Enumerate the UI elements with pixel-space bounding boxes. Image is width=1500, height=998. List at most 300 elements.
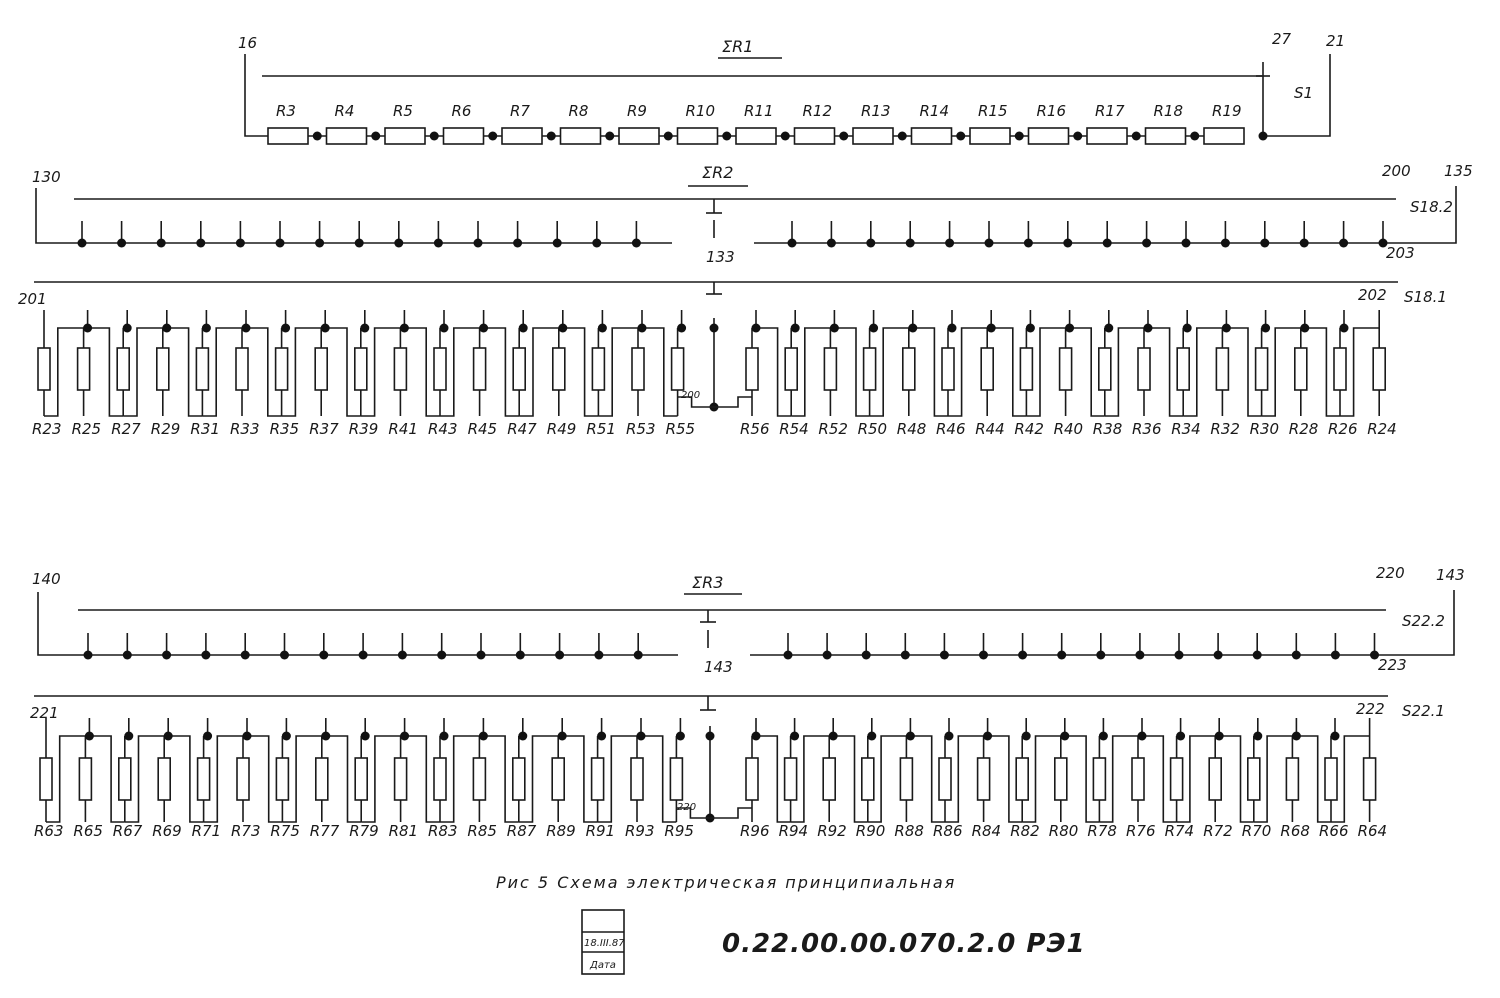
- resistor-body: [785, 758, 797, 800]
- node-220-top-label: 220: [1376, 564, 1405, 582]
- tap-dot: [1260, 239, 1269, 248]
- resistor-label: R4: [334, 102, 355, 120]
- tap-dot: [519, 324, 528, 333]
- resistor-body: [1364, 758, 1376, 800]
- tap-dot: [117, 239, 126, 248]
- resistor-label: R52: [818, 420, 848, 438]
- resistor-label: R11: [744, 102, 774, 120]
- tap-dot: [598, 324, 607, 333]
- node-27-label: 27: [1272, 30, 1292, 48]
- resistor-body: [1216, 348, 1228, 390]
- tap-dot: [400, 324, 409, 333]
- resistor-body: [1286, 758, 1298, 800]
- tap-dot: [867, 732, 876, 741]
- resistor-body: [903, 348, 915, 390]
- resistor-body: [862, 758, 874, 800]
- tap-dot: [987, 324, 996, 333]
- tap-dot: [398, 651, 407, 660]
- switch-s22-1-label: S22.1: [1402, 702, 1445, 720]
- tap-dot: [479, 732, 488, 741]
- resistor-body: [236, 348, 248, 390]
- resistor-label: R17: [1095, 102, 1125, 120]
- resistor-label: R6: [451, 102, 472, 120]
- resistor-body: [978, 758, 990, 800]
- resistor-label: R51: [586, 420, 616, 438]
- resistor-label: R19: [1212, 102, 1242, 120]
- sum-r1-label: ΣR1: [722, 37, 754, 56]
- tap-dot: [1379, 239, 1388, 248]
- node-202-label: 202: [1358, 286, 1387, 304]
- resistor-body: [394, 348, 406, 390]
- resistor-label: R80: [1048, 822, 1079, 840]
- tap-dot: [1063, 239, 1072, 248]
- tap-dot: [752, 324, 761, 333]
- tap-dot: [321, 732, 330, 741]
- tap-dot: [791, 324, 800, 333]
- resistor-label: R14: [919, 102, 950, 120]
- resistor-label: R71: [191, 822, 222, 840]
- resistor-body: [1325, 758, 1337, 800]
- resistor-label: R90: [855, 822, 886, 840]
- tap-dot: [1221, 239, 1230, 248]
- tap-dot: [829, 732, 838, 741]
- tap-dot: [474, 239, 483, 248]
- resistor-body: [1373, 348, 1385, 390]
- tap-dot: [790, 732, 799, 741]
- resistor-body: [1177, 348, 1189, 390]
- resistor-label: R94: [778, 822, 809, 840]
- tap-dot: [1144, 324, 1153, 333]
- resistor-body: [631, 758, 643, 800]
- tap-dot: [1022, 732, 1031, 741]
- resistor-body: [1020, 348, 1032, 390]
- tap-dot: [677, 324, 686, 333]
- junction-dot: [1259, 132, 1268, 141]
- tap-dot: [84, 651, 93, 660]
- tap-dot: [1024, 239, 1033, 248]
- tap-dot: [1370, 651, 1379, 660]
- tap-dot: [164, 732, 173, 741]
- resistor-label: R77: [309, 822, 340, 840]
- tap-dot: [1057, 651, 1066, 660]
- resistor-body: [561, 128, 601, 144]
- tap-dot: [1138, 732, 1147, 741]
- resistor-label: R54: [779, 420, 809, 438]
- tap-dot: [555, 651, 564, 660]
- resistor-body: [1295, 348, 1307, 390]
- resistor-label: R95: [664, 822, 694, 840]
- tap-dot: [830, 324, 839, 333]
- resistor-label: R74: [1164, 822, 1195, 840]
- junction-dot: [1073, 132, 1082, 141]
- resistor-body: [912, 128, 952, 144]
- tap-dot: [400, 732, 409, 741]
- resistor-body: [119, 758, 131, 800]
- resistor-label: R89: [546, 822, 576, 840]
- resistor-body: [1029, 128, 1069, 144]
- tap-dot: [1135, 651, 1144, 660]
- resistor-body: [444, 128, 484, 144]
- resistor-label: R18: [1153, 102, 1184, 120]
- tap-dot: [1331, 651, 1340, 660]
- tap-dot: [592, 239, 601, 248]
- resistor-label: R88: [894, 822, 924, 840]
- resistor-body: [736, 128, 776, 144]
- resistor-label: R40: [1053, 420, 1084, 438]
- resistor-body: [385, 128, 425, 144]
- tap-dot: [321, 324, 330, 333]
- s22-1-resistor-labels: [34, 822, 1387, 840]
- tap-dot: [162, 651, 171, 660]
- block-sum-r3: [30, 564, 1465, 840]
- sum-r1-resistor-chain: [268, 102, 1268, 144]
- tap-dot: [281, 324, 290, 333]
- tap-dot: [1183, 324, 1192, 333]
- resistor-body: [746, 348, 758, 390]
- resistor-body: [1146, 128, 1186, 144]
- center-dot: [710, 324, 719, 333]
- tap-dot: [123, 324, 132, 333]
- resistor-label: R73: [231, 822, 261, 840]
- resistor-label: R10: [685, 102, 716, 120]
- resistor-label: R46: [936, 420, 966, 438]
- resistor-label: R84: [971, 822, 1002, 840]
- tap-dot: [315, 239, 324, 248]
- resistor-body: [1248, 758, 1260, 800]
- resistor-label: R26: [1328, 420, 1358, 438]
- resistor-body: [1138, 348, 1150, 390]
- resistor-body: [553, 348, 565, 390]
- center-dot: [706, 732, 715, 741]
- resistor-label: R29: [150, 420, 181, 438]
- junction-dot: [839, 132, 848, 141]
- tap-dot: [276, 239, 285, 248]
- resistor-body: [502, 128, 542, 144]
- tap-dot: [202, 324, 211, 333]
- node-223-label: 223: [1378, 656, 1407, 674]
- resistor-body: [513, 758, 525, 800]
- resistor-body: [40, 758, 52, 800]
- resistor-body: [864, 348, 876, 390]
- tap-dot: [901, 651, 910, 660]
- tap-dot: [1215, 732, 1224, 741]
- tap-dot: [1065, 324, 1074, 333]
- tap-dot: [906, 239, 915, 248]
- tap-dot: [1340, 324, 1349, 333]
- resistor-label: R28: [1288, 420, 1319, 438]
- junction-dot: [664, 132, 673, 141]
- tap-dot: [518, 732, 527, 741]
- resistor-label: R30: [1249, 420, 1280, 438]
- tap-dot: [940, 651, 949, 660]
- switch-s18-1-label: S18.1: [1404, 288, 1447, 306]
- tap-dot: [1331, 732, 1340, 741]
- tap-dot: [908, 324, 917, 333]
- tap-dot: [869, 324, 878, 333]
- tap-dot: [948, 324, 957, 333]
- resistor-body: [1132, 758, 1144, 800]
- tap-dot: [1300, 324, 1309, 333]
- resistor-label: R7: [510, 102, 530, 120]
- tap-dot: [1339, 239, 1348, 248]
- tap-dot: [985, 239, 994, 248]
- resistor-body: [196, 348, 208, 390]
- sum-r3-label: ΣR3: [692, 573, 724, 592]
- resistor-body: [268, 128, 308, 144]
- tap-dot: [242, 324, 251, 333]
- tap-dot: [123, 651, 132, 660]
- junction-dot: [313, 132, 322, 141]
- resistor-body: [672, 348, 684, 390]
- stamp-date-label: Дата: [590, 960, 616, 971]
- tap-dot: [319, 651, 328, 660]
- resistor-label: R25: [71, 420, 102, 438]
- resistor-body: [327, 128, 367, 144]
- tap-dot: [827, 239, 836, 248]
- junction-dot: [1015, 132, 1024, 141]
- resistor-body: [823, 758, 835, 800]
- resistor-label: R75: [270, 822, 300, 840]
- resistor-body: [117, 348, 129, 390]
- resistor-label: R24: [1367, 420, 1397, 438]
- node-143-center-label: 143: [704, 658, 733, 676]
- resistor-body: [434, 758, 446, 800]
- tap-dot: [823, 651, 832, 660]
- resistor-label: R70: [1241, 822, 1272, 840]
- tap-dot: [78, 239, 87, 248]
- resistor-label: R35: [269, 420, 300, 438]
- tap-dot: [124, 732, 133, 741]
- tap-dot: [85, 732, 94, 741]
- resistor-label: R3: [276, 102, 296, 120]
- resistor-label: R67: [112, 822, 143, 840]
- resistor-body: [434, 348, 446, 390]
- tap-dot: [196, 239, 205, 248]
- tap-dot: [1096, 651, 1105, 660]
- tap-dot: [241, 651, 250, 660]
- tap-dot: [594, 651, 603, 660]
- resistor-label: R64: [1357, 822, 1388, 840]
- node-16-label: 16: [238, 34, 258, 52]
- tap-dot: [361, 732, 370, 741]
- junction-dot: [722, 132, 731, 141]
- resistor-body: [824, 348, 836, 390]
- tap-dot: [862, 651, 871, 660]
- resistor-body: [78, 348, 90, 390]
- tap-dot: [203, 732, 212, 741]
- tap-dot: [558, 324, 567, 333]
- tap-dot: [866, 239, 875, 248]
- resistor-label: R23: [32, 420, 62, 438]
- resistor-label: R32: [1210, 420, 1240, 438]
- tap-dot: [558, 732, 567, 741]
- resistor-body: [853, 128, 893, 144]
- resistor-body: [473, 758, 485, 800]
- resistor-label: R81: [388, 822, 419, 840]
- resistor-body: [592, 348, 604, 390]
- tap-dot: [1292, 651, 1301, 660]
- tap-dot: [1175, 651, 1184, 660]
- resistor-body: [1055, 758, 1067, 800]
- resistor-body: [316, 758, 328, 800]
- resistor-label: R79: [349, 822, 379, 840]
- inner-node-220-label: 220: [677, 802, 697, 813]
- resistor-body: [939, 758, 951, 800]
- resistor-label: R78: [1087, 822, 1117, 840]
- tap-dot: [906, 732, 915, 741]
- tap-dot: [979, 651, 988, 660]
- tap-dot: [784, 651, 793, 660]
- switch-s18-2-label: S18.2: [1410, 198, 1453, 216]
- date-stamp: [582, 910, 625, 974]
- node-200-top-label: 200: [1382, 162, 1411, 180]
- node-201-label: 201: [18, 290, 47, 308]
- resistor-label: R39: [348, 420, 379, 438]
- resistor-body: [1209, 758, 1221, 800]
- tap-dot: [360, 324, 369, 333]
- resistor-label: R27: [111, 420, 141, 438]
- resistor-label: R38: [1092, 420, 1123, 438]
- resistor-label: R55: [665, 420, 696, 438]
- tap-dot: [243, 732, 252, 741]
- resistor-body: [1099, 348, 1111, 390]
- resistor-body: [1256, 348, 1268, 390]
- tap-dot: [1261, 324, 1270, 333]
- resistor-body: [900, 758, 912, 800]
- s18-1-resistor-ladder: [38, 310, 1385, 416]
- block-sum-r1: [238, 30, 1345, 144]
- tap-dot: [1026, 324, 1035, 333]
- resistor-label: R16: [1036, 102, 1067, 120]
- resistor-label: R87: [506, 822, 537, 840]
- node-130-label: 130: [32, 168, 61, 186]
- resistor-label: R83: [428, 822, 458, 840]
- resistor-label: R43: [428, 420, 458, 438]
- tap-dot: [1176, 732, 1185, 741]
- resistor-body: [276, 348, 288, 390]
- tap-dot: [945, 239, 954, 248]
- node-143-right-label: 143: [1436, 566, 1465, 584]
- resistor-label: R42: [1014, 420, 1044, 438]
- junction-dot: [1132, 132, 1141, 141]
- node-135-label: 135: [1444, 162, 1473, 180]
- tap-dot: [516, 651, 525, 660]
- tap-dot: [1222, 324, 1231, 333]
- resistor-label: R13: [861, 102, 891, 120]
- inner-node-200-label: 200: [681, 390, 701, 401]
- resistor-body: [746, 758, 758, 800]
- resistor-body: [785, 348, 797, 390]
- resistor-body: [38, 348, 50, 390]
- resistor-body: [970, 128, 1010, 144]
- resistor-label: R92: [817, 822, 847, 840]
- resistor-body: [619, 128, 659, 144]
- tap-dot: [440, 324, 449, 333]
- resistor-body: [79, 758, 91, 800]
- resistor-body: [1171, 758, 1183, 800]
- tap-dot: [83, 324, 92, 333]
- resistor-label: R12: [802, 102, 833, 120]
- tap-dot: [676, 732, 685, 741]
- resistor-label: R53: [626, 420, 656, 438]
- s22-1-resistor-ladder: [40, 718, 1376, 823]
- node-21-label: 21: [1326, 32, 1346, 50]
- resistor-body: [355, 758, 367, 800]
- resistor-body: [1204, 128, 1244, 144]
- resistor-body: [592, 758, 604, 800]
- stamp-date-value: 18.III.87: [584, 938, 625, 949]
- junction-dot: [898, 132, 907, 141]
- resistor-label: R5: [393, 102, 413, 120]
- resistor-label: R82: [1010, 822, 1040, 840]
- tap-dot: [1104, 324, 1113, 333]
- resistor-label: R45: [467, 420, 498, 438]
- tap-dot: [597, 732, 606, 741]
- tap-dot: [359, 651, 368, 660]
- resistor-body: [395, 758, 407, 800]
- junction-dot: [430, 132, 439, 141]
- resistor-label: R65: [73, 822, 103, 840]
- resistor-body: [1016, 758, 1028, 800]
- node-221-label: 221: [30, 704, 59, 722]
- block-sum-r2: [18, 162, 1473, 438]
- tap-dot: [1142, 239, 1151, 248]
- resistor-label: R33: [230, 420, 260, 438]
- resistor-body: [632, 348, 644, 390]
- tap-dot: [1253, 732, 1262, 741]
- resistor-label: R9: [627, 102, 647, 120]
- tap-dot: [634, 651, 643, 660]
- tap-dot: [1214, 651, 1223, 660]
- resistor-label: R96: [740, 822, 770, 840]
- tap-dot: [355, 239, 364, 248]
- resistor-label: R66: [1319, 822, 1349, 840]
- resistor-label: R63: [34, 822, 64, 840]
- tap-dot: [1292, 732, 1301, 741]
- resistor-body: [474, 348, 486, 390]
- resistor-body: [315, 348, 327, 390]
- resistor-label: R8: [568, 102, 589, 120]
- junction-dot: [956, 132, 965, 141]
- resistor-label: R56: [740, 420, 770, 438]
- resistor-label: R15: [978, 102, 1008, 120]
- resistor-label: R44: [975, 420, 1005, 438]
- node-222-label: 222: [1356, 700, 1385, 718]
- tap-dot: [236, 239, 245, 248]
- tap-dot: [1103, 239, 1112, 248]
- resistor-label: R36: [1132, 420, 1162, 438]
- tap-dot: [945, 732, 954, 741]
- switch-s1-label: S1: [1294, 84, 1314, 102]
- tap-dot: [752, 732, 761, 741]
- tap-dot: [437, 651, 446, 660]
- resistor-body: [670, 758, 682, 800]
- tap-dot: [477, 651, 486, 660]
- tap-dot: [157, 239, 166, 248]
- tap-dot: [434, 239, 443, 248]
- tap-dot: [638, 324, 647, 333]
- resistor-label: R48: [896, 420, 927, 438]
- resistor-body: [276, 758, 288, 800]
- resistor-label: R85: [467, 822, 497, 840]
- switch-s22-2-label: S22.2: [1402, 612, 1445, 630]
- tap-dot: [1300, 239, 1309, 248]
- resistor-body: [355, 348, 367, 390]
- junction-dot: [488, 132, 497, 141]
- tap-dot: [201, 651, 210, 660]
- node-203-label: 203: [1386, 244, 1415, 262]
- resistor-body: [1334, 348, 1346, 390]
